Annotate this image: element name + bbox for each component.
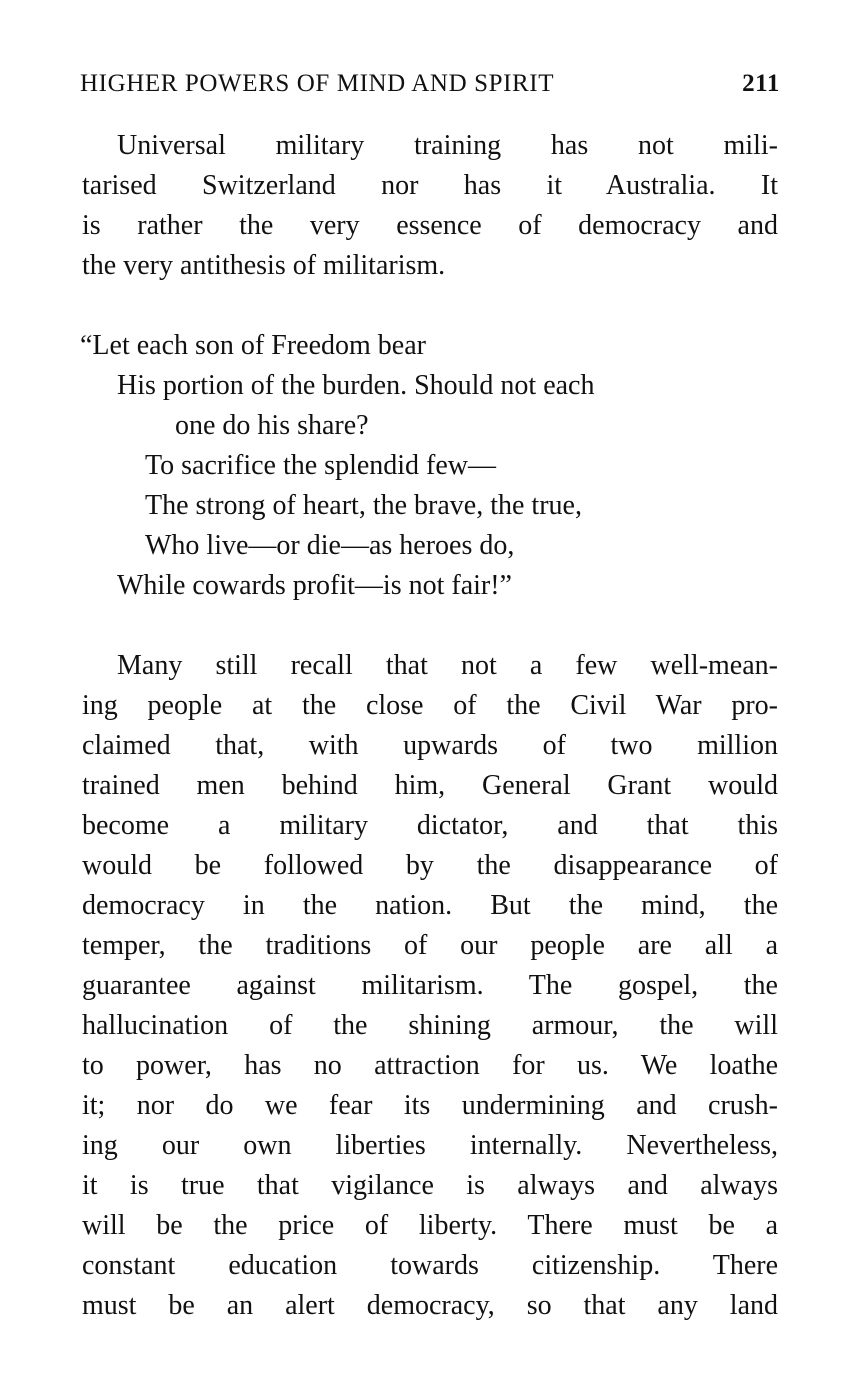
poem-line: To sacrifice the splendid few— bbox=[145, 450, 497, 481]
poem-line: His portion of the burden. Should not each bbox=[117, 370, 595, 401]
paragraph-1-line: Universal military training has not mili- bbox=[117, 130, 778, 161]
paragraph-2-line: hallucination of the shining armour, the will bbox=[82, 1010, 778, 1041]
paragraph-1-line: tarised Switzerland nor has it Australia. It bbox=[82, 170, 778, 201]
paragraph-2-line: temper, the traditions of our people are all a bbox=[82, 930, 778, 961]
paragraph-2-line: ing our own liberties internally. Nevertheless, bbox=[82, 1130, 778, 1161]
paragraph-2-line: would be followed by the disappearance of bbox=[82, 850, 778, 881]
paragraph-2-line: ing people at the close of the Civil War pro- bbox=[82, 690, 778, 721]
paragraph-2-line: to power, has no attraction for us. We loathe bbox=[82, 1050, 778, 1081]
paragraph-1-line: the very antithesis of militarism. bbox=[82, 250, 446, 281]
poem-line: The strong of heart, the brave, the true, bbox=[145, 490, 582, 521]
paragraph-2-line: it; nor do we fear its undermining and crush- bbox=[82, 1090, 778, 1121]
paragraph-1-line: is rather the very essence of democracy and bbox=[82, 210, 778, 241]
poem-line: one do his share? bbox=[175, 410, 369, 441]
running-head bbox=[80, 70, 780, 110]
page-number: 211 bbox=[742, 70, 780, 97]
paragraph-2-line: it is true that vigilance is always and always bbox=[82, 1170, 778, 1201]
running-head-title: HIGHER POWERS OF MIND AND SPIRIT bbox=[80, 70, 555, 97]
paragraph-2-line: Many still recall that not a few well-mean- bbox=[117, 650, 778, 681]
poem-line: “Let each son of Freedom bear bbox=[80, 330, 426, 361]
paragraph-2-line: guarantee against militarism. The gospel, the bbox=[82, 970, 778, 1001]
paragraph-2-line: must be an alert democracy, so that any land bbox=[82, 1290, 778, 1321]
poem-line: While cowards profit—is not fair!” bbox=[117, 570, 512, 601]
poem-line: Who live—or die—as heroes do, bbox=[145, 530, 515, 561]
paragraph-2-line: constant education towards citizenship. There bbox=[82, 1250, 778, 1281]
paragraph-2-line: will be the price of liberty. There must be a bbox=[82, 1210, 778, 1241]
paragraph-2-line: trained men behind him, General Grant would bbox=[82, 770, 778, 801]
paragraph-2-line: become a military dictator, and that this bbox=[82, 810, 778, 841]
paragraph-2-line: claimed that, with upwards of two million bbox=[82, 730, 778, 761]
paragraph-2-line: democracy in the nation. But the mind, the bbox=[82, 890, 778, 921]
